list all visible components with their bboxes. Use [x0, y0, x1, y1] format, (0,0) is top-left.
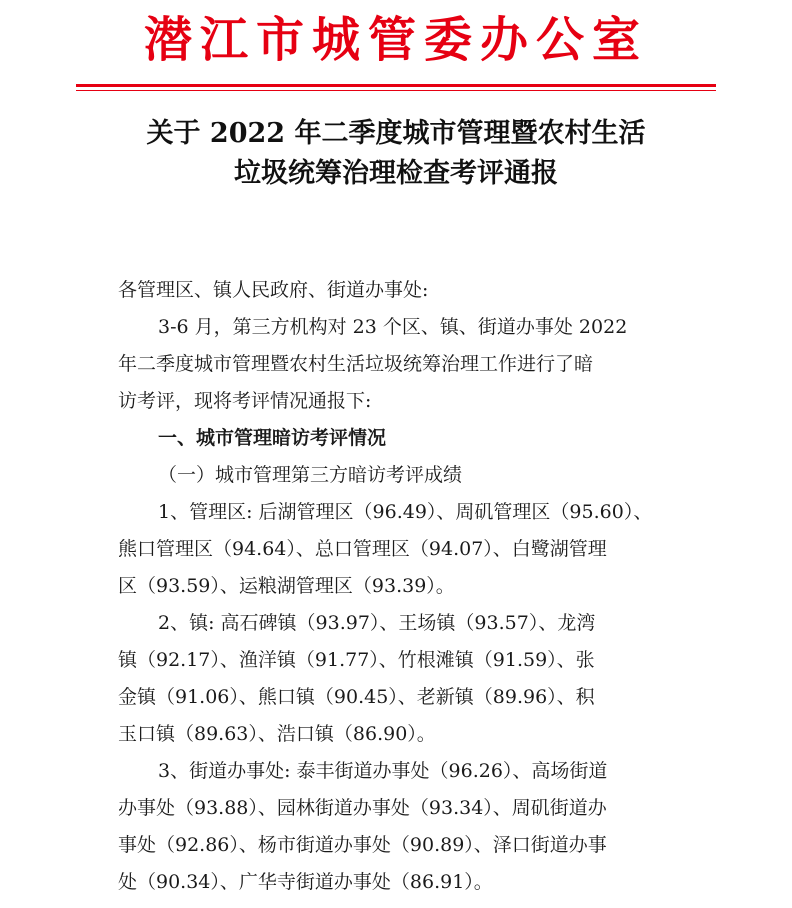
title-line-2: 垃圾统筹治理检查考评通报	[234, 158, 558, 189]
item3-line-1: 3、街道办事处: 泰丰街道办事处（96.26）、高场街道	[158, 760, 608, 782]
salutation-text: 各管理区、镇人民政府、街道办事处:	[118, 279, 429, 301]
item-subdistricts	[118, 753, 678, 901]
intro-line-3: 访考评，现将考评情况通报下:	[118, 390, 372, 412]
title-line-1: 关于 2022 年二季度城市管理暨农村生活	[146, 118, 646, 149]
item2-line-3: 金镇（91.06）、熊口镇（90.45）、老新镇（89.96）、积	[118, 686, 595, 708]
item1-line-2: 熊口管理区（94.64）、总口管理区（94.07）、白鹭湖管理	[118, 538, 607, 560]
item1-line-1: 1、管理区: 后湖管理区（96.49）、周矶管理区（95.60）、	[158, 501, 653, 523]
document-title	[60, 114, 732, 194]
item3-line-4: 处（90.34）、广华寺街道办事处（86.91）。	[118, 871, 493, 893]
item-towns	[118, 605, 678, 753]
section-heading-1: 一、城市管理暗访考评情况	[158, 427, 387, 449]
intro-line-1: 3-6 月，第三方机构对 23 个区、镇、街道办事处 2022	[158, 316, 628, 338]
item2-line-4: 玉口镇（89.63）、浩口镇（86.90）。	[118, 723, 436, 745]
item1-line-3: 区（93.59）、运粮湖管理区（93.39）。	[118, 575, 455, 597]
item3-line-2: 办事处（93.88）、园林街道办事处（93.34）、周矶街道办	[118, 797, 607, 819]
item-management-zones	[118, 494, 678, 605]
intro-line-2: 年二季度城市管理暨农村生活垃圾统筹治理工作进行了暗	[118, 353, 594, 375]
intro-paragraph	[118, 309, 678, 420]
subsection-heading-1: （一）城市管理第三方暗访考评成绩	[158, 464, 463, 486]
masthead-red-rule-thin	[76, 90, 716, 91]
item2-line-1: 2、镇: 高石碑镇（93.97）、王场镇（93.57）、龙湾	[158, 612, 596, 634]
masthead-red-rule	[76, 84, 716, 87]
salutation	[118, 272, 678, 309]
item2-line-2: 镇（92.17）、渔洋镇（91.77）、竹根滩镇（91.59）、张	[118, 649, 595, 671]
masthead-org-name: 潜江市城管委办公室	[143, 12, 648, 68]
item3-line-3: 事处（92.86）、杨市街道办事处（90.89）、泽口街道办事	[118, 834, 607, 856]
